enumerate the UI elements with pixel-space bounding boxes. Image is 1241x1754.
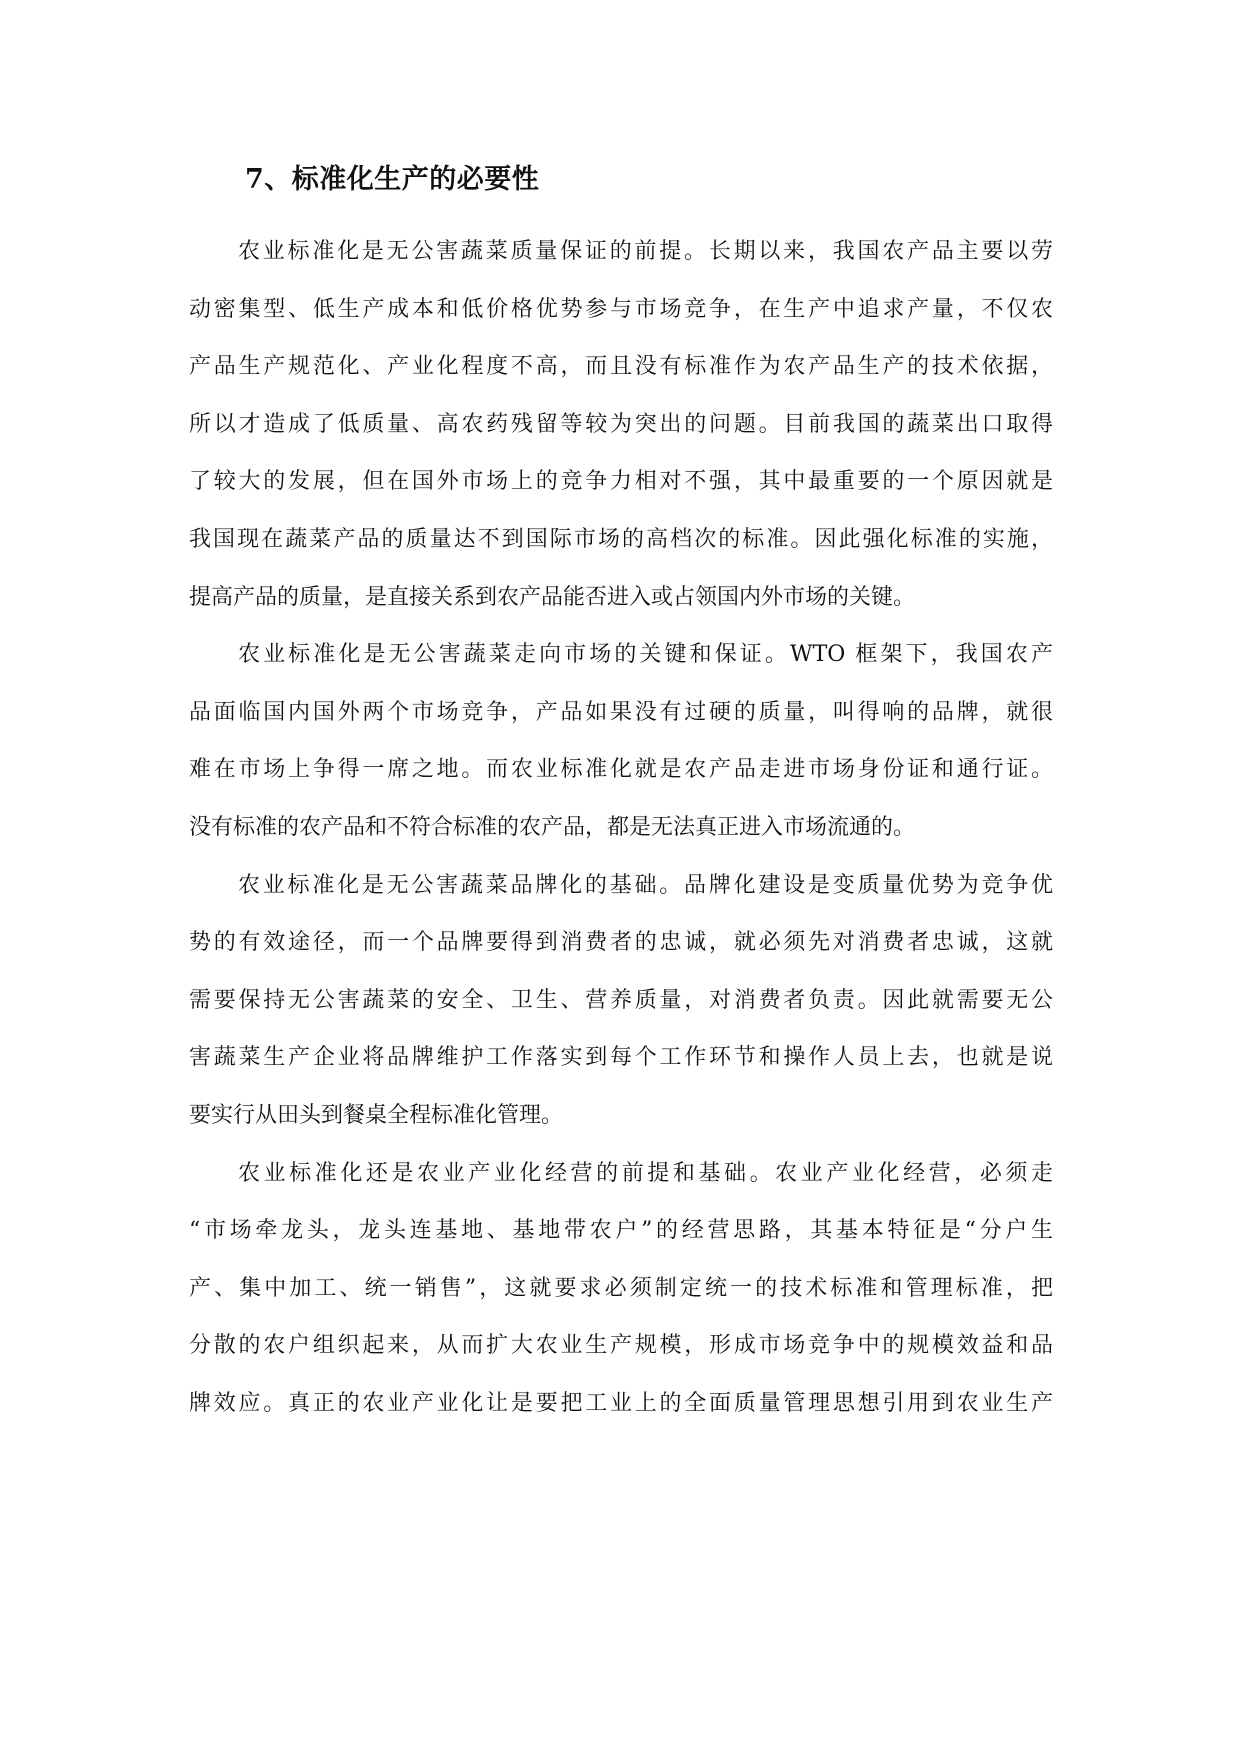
paragraph-line: 动密集型、低生产成本和低价格优势参与市场竞争，在生产中追求产量，不仅农 [189,296,1053,322]
paragraph-line: 农业标准化还是农业产业化经营的前提和基础。农业产业化经营，必须走 [238,1160,1053,1186]
paragraph-line: 我国现在蔬菜产品的质量达不到国际市场的高档次的标准。因此强化标准的实施， [189,526,1053,552]
paragraph-line: 产、集中加工、统一销售”，这就要求必须制定统一的技术标准和管理标准，把 [189,1275,1053,1301]
paragraph-line: “市场牵龙头，龙头连基地、基地带农户”的经营思路，其基本特征是“分户生 [189,1218,1053,1244]
paragraph-line: 农业标准化是无公害蔬菜品牌化的基础。品牌化建设是变质量优势为竞争优 [238,872,1053,898]
paragraph-1 [189,223,1053,626]
paragraph-line: 牌效应。真正的农业产业化让是要把工业上的全面质量管理思想引用到农业生产 [189,1390,1053,1416]
paragraph-line: 产品生产规范化、产业化程度不高，而且没有标准作为农产品生产的技术依据， [189,354,1053,380]
paragraph-4 [189,1145,1053,1433]
paragraph-2 [189,626,1053,856]
section-heading: 7、标准化生产的必要性 [245,164,540,195]
paragraph-line: 品面临国内国外两个市场竞争，产品如果没有过硬的质量，叫得响的品牌，就很 [189,699,1053,725]
paragraph-line: 所以才造成了低质量、高农药残留等较为突出的问题。目前我国的蔬菜出口取得 [189,411,1053,437]
paragraph-line: 了较大的发展，但在国外市场上的竞争力相对不强，其中最重要的一个原因就是 [189,469,1053,495]
paragraph-line: 需要保持无公害蔬菜的安全、卫生、营养质量，对消费者负责。因此就需要无公 [189,987,1053,1013]
paragraph-line: 势的有效途径，而一个品牌要得到消费者的忠诚，就必须先对消费者忠诚，这就 [189,930,1053,956]
document-body [189,158,1053,1432]
paragraph-line: 农业标准化是无公害蔬菜质量保证的前提。长期以来，我国农产品主要以劳 [238,239,1053,264]
paragraph-line: 提高产品的质量，是直接关系到农产品能否进入或占领国内外市场的关键。 [189,584,916,610]
paragraph-3 [189,857,1053,1145]
paragraph-line: 没有标准的农产品和不符合标准的农产品，都是无法真正进入市场流通的。 [189,814,916,840]
paragraph-line: 农业标准化是无公害蔬菜走向市场的关键和保证。WTO 框架下，我国农产 [238,642,1053,668]
paragraph-line: 分散的农户组织起来，从而扩大农业生产规模，形成市场竞争中的规模效益和品 [189,1333,1053,1359]
paragraph-line: 害蔬菜生产企业将品牌维护工作落实到每个工作环节和操作人员上去，也就是说 [189,1045,1053,1071]
paragraph-line: 要实行从田头到餐桌全程标准化管理。 [189,1102,564,1128]
paragraph-line: 难在市场上争得一席之地。而农业标准化就是农产品走进市场身份证和通行证。 [189,757,1053,783]
